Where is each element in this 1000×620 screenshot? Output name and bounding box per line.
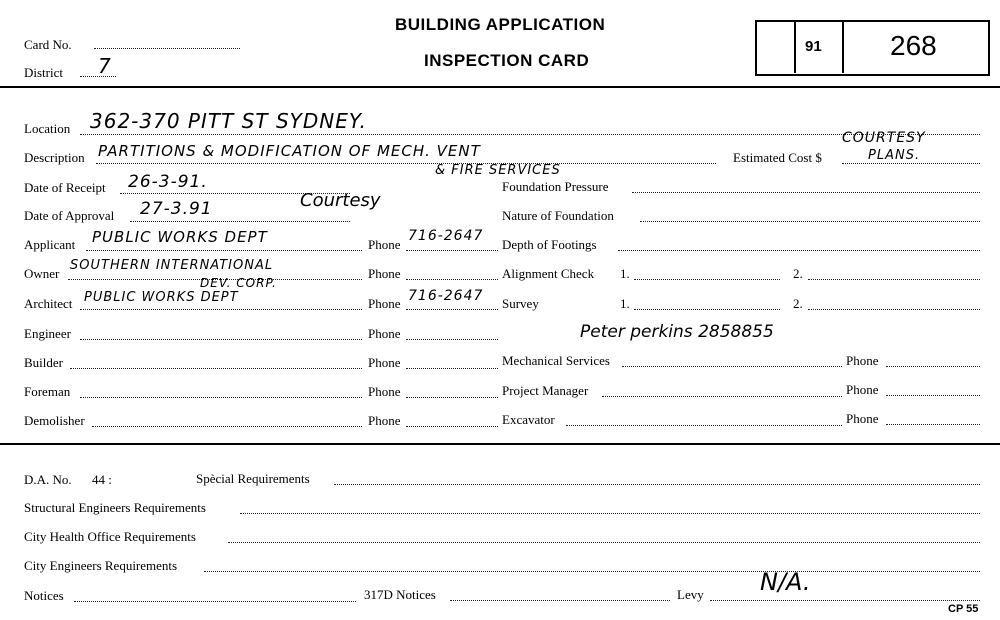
- architect-line: [80, 309, 362, 310]
- project-manager-label: Project Manager: [502, 383, 589, 398]
- engineer-line: [80, 339, 362, 340]
- project-manager-phone-line: [886, 395, 980, 396]
- card-prefix: 91: [805, 38, 822, 55]
- project-manager-line: [602, 396, 842, 397]
- header-divider: [0, 86, 1000, 88]
- alignment-check-num1: 1.: [620, 266, 630, 281]
- foundation-pressure-label: Foundation Pressure: [502, 179, 609, 194]
- da-no-value: 44 :: [92, 472, 112, 487]
- foundation-pressure-line: [632, 192, 980, 193]
- date-of-approval-label: Date of Approval: [24, 208, 115, 223]
- date-of-receipt-value: 26-3-91.: [128, 172, 208, 192]
- foreman-line: [80, 397, 362, 398]
- applicant-line: [86, 250, 362, 251]
- estimated-cost-value-line2: PLANS.: [868, 148, 921, 163]
- owner-label: Owner: [24, 266, 60, 281]
- city-engineers-line: [204, 571, 980, 572]
- estimated-cost-value: COURTESY: [842, 130, 926, 146]
- demolisher-label: Demolisher: [24, 413, 85, 428]
- owner-value: SOUTHERN INTERNATIONAL: [70, 258, 274, 273]
- survey-num1: 1.: [620, 296, 630, 311]
- date-of-receipt-label: Date of Receipt: [24, 180, 106, 195]
- card-no-line: [94, 48, 240, 49]
- description-value: PARTITIONS & MODIFICATION OF MECH. VENT: [98, 142, 481, 160]
- description-value-line2: & FIRE SERVICES: [435, 163, 561, 178]
- card-number-divider: [842, 21, 844, 73]
- foreman-phone-label: Phone: [368, 384, 401, 399]
- notices-label: Notices: [24, 588, 64, 603]
- engineer-label: Engineer: [24, 326, 71, 341]
- applicant-phone-line: [406, 250, 498, 251]
- owner-phone-label: Phone: [368, 266, 401, 281]
- applicant-phone-value: 716-2647: [408, 228, 484, 244]
- engineer-phone-label: Phone: [368, 326, 401, 341]
- owner-value-line2: DEV. CORP.: [200, 276, 277, 290]
- location-label: Location: [24, 121, 71, 136]
- architect-phone-value: 716-2647: [408, 288, 484, 304]
- architect-phone-label: Phone: [368, 296, 401, 311]
- estimated-cost-line: [842, 163, 980, 164]
- district-value: 7: [98, 54, 112, 78]
- builder-phone-line: [406, 368, 498, 369]
- mechanical-services-phone-line: [886, 366, 980, 367]
- architect-value: PUBLIC WORKS DEPT: [84, 290, 239, 305]
- description-label: Description: [24, 150, 85, 165]
- notices-line: [74, 601, 356, 602]
- survey-num2: 2.: [793, 296, 803, 311]
- levy-label: Levy: [677, 587, 704, 602]
- foreman-label: Foreman: [24, 384, 71, 399]
- special-requirements-line: [334, 484, 980, 485]
- alignment-check-line1: [634, 279, 780, 280]
- form-code: CP 55: [948, 603, 979, 615]
- structural-engineers-line: [240, 513, 980, 514]
- foreman-phone-line: [406, 397, 498, 398]
- excavator-line: [566, 425, 842, 426]
- nature-of-foundation-line: [640, 221, 980, 222]
- district-label: District: [24, 65, 63, 80]
- structural-engineers-label: Structural Engineers Requirements: [24, 500, 206, 515]
- city-health-label: City Health Office Requirements: [24, 529, 196, 544]
- form-title-line2: INSPECTION CARD: [424, 51, 590, 70]
- mechanical-services-label: Mechanical Services: [502, 353, 610, 368]
- survey-label: Survey: [502, 296, 539, 311]
- survey-line1: [634, 309, 780, 310]
- depth-of-footings-line: [618, 250, 980, 251]
- applicant-label: Applicant: [24, 237, 76, 252]
- estimated-cost-label: Estimated Cost $: [733, 150, 822, 165]
- da-no-label: D.A. No.: [24, 472, 72, 487]
- special-requirements-label: Spècial Requirements: [196, 471, 310, 486]
- description-line: [96, 163, 716, 164]
- notices-317d-label: 317D Notices: [364, 587, 436, 602]
- builder-line: [70, 368, 362, 369]
- depth-of-footings-label: Depth of Footings: [502, 237, 597, 252]
- engineer-phone-line: [406, 339, 498, 340]
- date-of-approval-value: 27-3.91: [140, 199, 213, 219]
- mechanical-services-line: [622, 366, 842, 367]
- form-title-line1: BUILDING APPLICATION: [395, 15, 606, 34]
- section-divider: [0, 443, 1000, 445]
- date-of-approval-line: [130, 221, 350, 222]
- mechanical-services-phone-label: Phone: [846, 353, 879, 368]
- city-health-line: [228, 542, 980, 543]
- demolisher-line: [92, 426, 362, 427]
- architect-phone-line: [406, 309, 498, 310]
- nature-of-foundation-label: Nature of Foundation: [502, 208, 614, 223]
- city-engineers-label: City Engineers Requirements: [24, 558, 178, 573]
- approval-note: Courtesy: [300, 190, 381, 211]
- demolisher-phone-label: Phone: [368, 413, 401, 428]
- location-value: 362-370 PITT ST SYDNEY.: [90, 109, 367, 133]
- alignment-check-num2: 2.: [793, 266, 803, 281]
- project-manager-phone-label: Phone: [846, 382, 879, 397]
- card-no-label: Card No.: [24, 37, 72, 52]
- alignment-check-label: Alignment Check: [502, 266, 595, 281]
- card-number-divider: [794, 21, 796, 73]
- survey-line2: [808, 309, 980, 310]
- levy-value: N/A.: [760, 568, 811, 596]
- applicant-phone-label: Phone: [368, 237, 401, 252]
- architect-label: Architect: [24, 296, 73, 311]
- applicant-value: PUBLIC WORKS DEPT: [92, 228, 268, 246]
- levy-line: [710, 600, 980, 601]
- excavator-label: Excavator: [502, 412, 555, 427]
- excavator-phone-label: Phone: [846, 411, 879, 426]
- excavator-phone-line: [886, 424, 980, 425]
- contact-note: Peter perkins 2858855: [580, 322, 774, 342]
- card-number: 268: [890, 30, 937, 61]
- owner-phone-line: [406, 279, 498, 280]
- demolisher-phone-line: [406, 426, 498, 427]
- card-number-box: [755, 20, 990, 76]
- alignment-check-line2: [808, 279, 980, 280]
- builder-phone-label: Phone: [368, 355, 401, 370]
- notices-317d-line: [450, 600, 670, 601]
- builder-label: Builder: [24, 355, 63, 370]
